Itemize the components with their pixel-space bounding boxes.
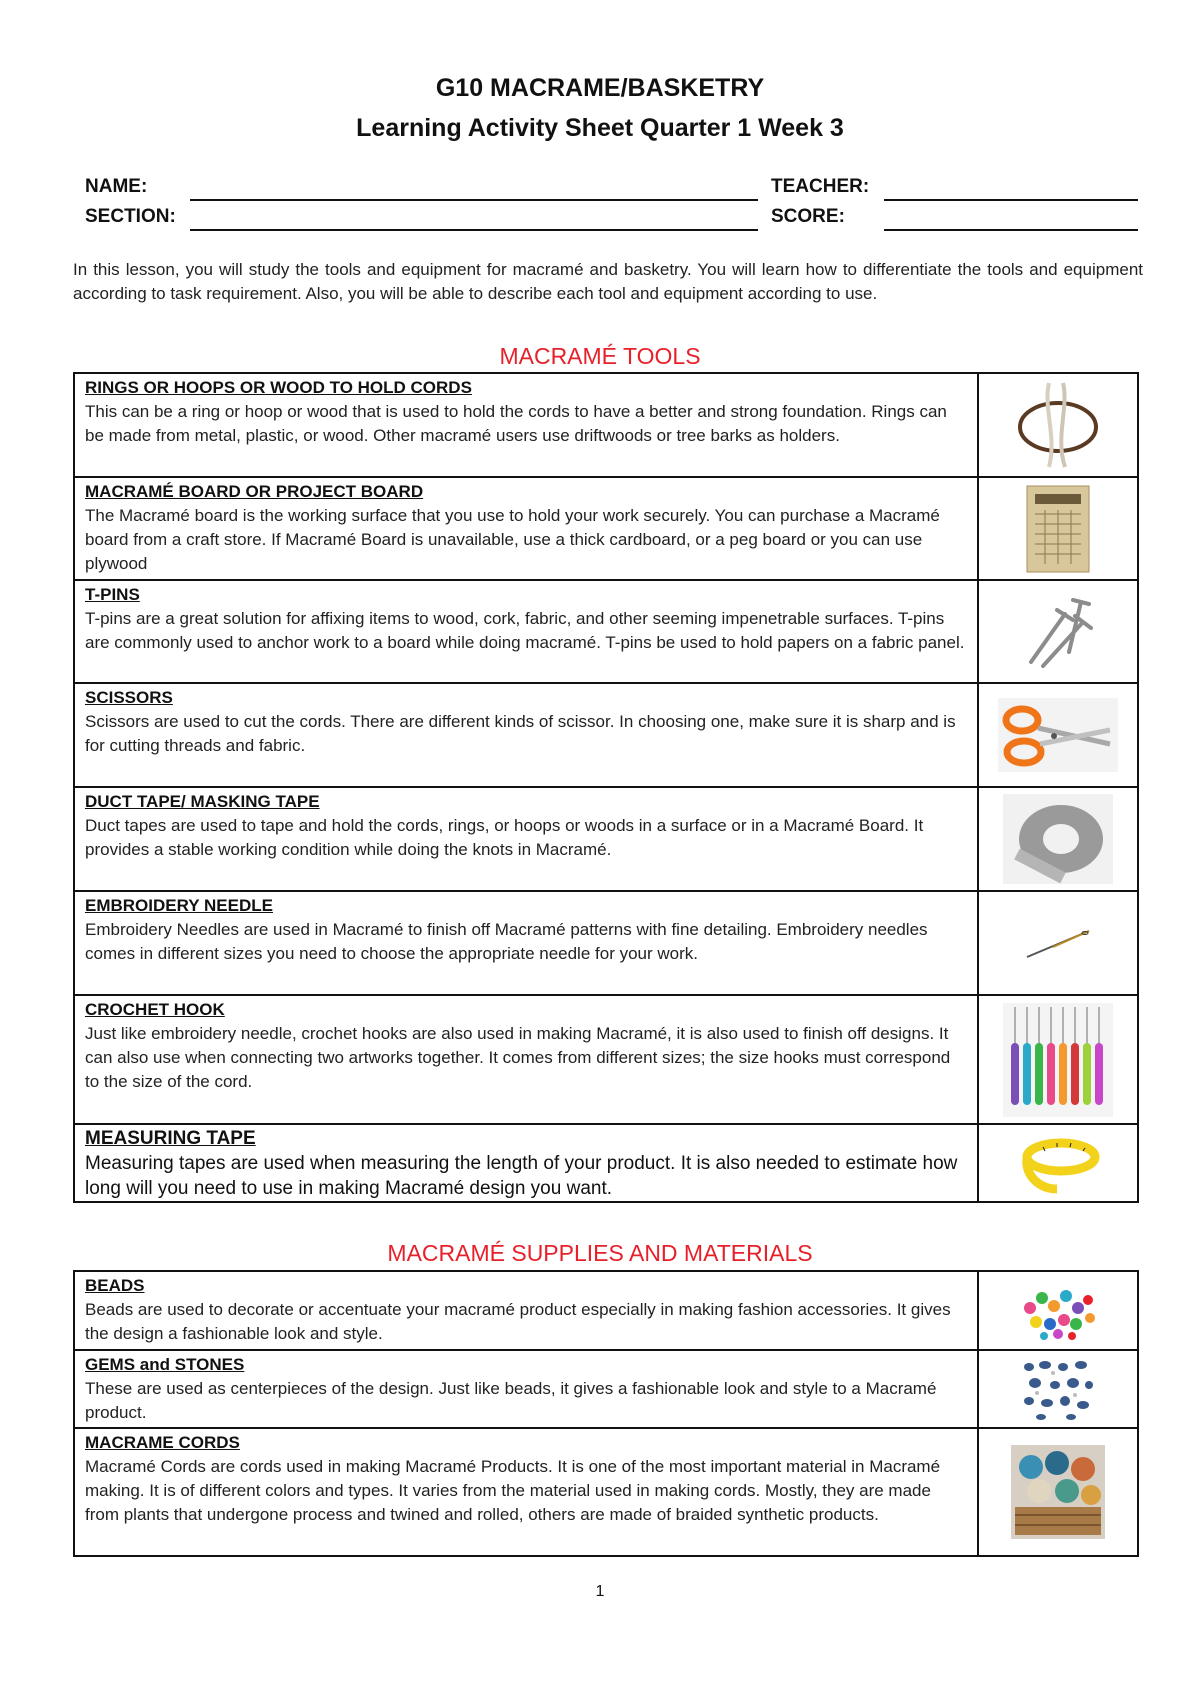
table-row [74, 373, 1138, 477]
table-row [74, 995, 1138, 1124]
supplies-table [73, 1270, 1139, 1557]
cord-basket-icon [1011, 1445, 1105, 1539]
tool-description: T-pins are a great solution for affixing items to wood, cork, fabric, and other seeming impenetrable surfaces. T-pins are commonly used to anchor work to a board while doing macramé. T-pins be used to hold papers on a fabric panel. [85, 609, 965, 652]
supply-heading: MACRAME CORDS [85, 1433, 240, 1452]
tool-heading: SCISSORS [85, 688, 173, 707]
tool-description: This can be a ring or hoop or wood that is used to hold the cords to have a better and strong foundation. Rings can be made from metal, plastic, or wood. Other macramé users use driftwoods or tree barks as holders. [85, 402, 947, 445]
tool-heading: CROCHET HOOK [85, 1000, 225, 1019]
teacher-label: TEACHER: [771, 176, 870, 197]
macrame-board-icon [1023, 484, 1093, 574]
tool-description: The Macramé board is the working surface that you use to hold your work securely. You can purchase a Macramé board from a craft store. If Macramé Board is unavailable, use a thick cardboard, or a peg board or you can use plywood [85, 506, 940, 573]
page-number: 1 [595, 1583, 605, 1600]
tool-heading: RINGS OR HOOPS OR WOOD TO HOLD CORDS [85, 378, 472, 397]
table-row [74, 891, 1138, 995]
supply-heading: BEADS [85, 1276, 145, 1295]
tools-section-title: MACRAMÉ TOOLS [499, 343, 701, 369]
table-row [74, 1350, 1138, 1428]
page-subtitle: Learning Activity Sheet Quarter 1 Week 3 [356, 114, 844, 142]
table-row [74, 787, 1138, 891]
supply-description: These are used as centerpieces of the design. Just like beads, it gives a fashionable look and style to a Macramé product. [85, 1379, 937, 1422]
table-row [74, 477, 1138, 580]
supplies-section-title: MACRAMÉ SUPPLIES AND MATERIALS [387, 1240, 813, 1266]
score-label: SCORE: [771, 206, 845, 227]
scissors-icon [998, 698, 1118, 772]
tool-description: Duct tapes are used to tape and hold the cords, rings, or hoops or woods in a surface or in a Macramé Board. It provides a stable working condition while doing the knots in Macramé. [85, 816, 924, 859]
tool-description: Embroidery Needles are used in Macramé to finish off Macramé patterns with fine detailing. Embroidery needles comes in different sizes you need to choose the appropriate needle for your work. [85, 920, 928, 963]
table-row [74, 1428, 1138, 1556]
name-label: NAME: [85, 176, 148, 197]
tool-description: Measuring tapes are used when measuring the length of your product. It is also needed to estimate how long will you need to use in making Macramé design you want. [85, 1153, 958, 1199]
tools-table [73, 372, 1139, 1203]
supply-heading: GEMS and STONES [85, 1355, 245, 1374]
table-row [74, 580, 1138, 683]
tool-description: Just like embroidery needle, crochet hooks are also used in making Macramé, it is also used to finish off designs. It can also use when connecting two artworks together. It comes from different sizes; the size hooks must correspond to the size of the cord. [85, 1024, 951, 1091]
tool-heading: DUCT TAPE/ MASKING TAPE [85, 792, 320, 811]
page-title: G10 MACRAME/BASKETRY [435, 74, 765, 102]
measuring-tape-icon [1013, 1131, 1103, 1195]
section-field[interactable] [190, 229, 758, 231]
t-pins-icon [1013, 592, 1103, 672]
duct-tape-icon [1003, 794, 1113, 884]
tool-heading: MACRAMÉ BOARD OR PROJECT BOARD [85, 482, 424, 501]
beads-icon [1010, 1278, 1106, 1344]
supply-description: Beads are used to decorate or accentuate your macramé product especially in making fashion accessories. It gives the design a fashionable look and style. [85, 1300, 951, 1343]
tool-heading: EMBROIDERY NEEDLE [85, 896, 273, 915]
name-field[interactable] [190, 199, 758, 201]
tool-heading: MEASURING TAPE [85, 1128, 256, 1149]
score-field[interactable] [884, 229, 1138, 231]
tool-description: Scissors are used to cut the cords. There are different kinds of scissor. In choosing one, make sure it is sharp and is for cutting threads and fabric. [85, 712, 956, 755]
tool-heading: T-PINS [85, 585, 140, 604]
table-row [74, 1124, 1138, 1202]
teacher-field[interactable] [884, 199, 1138, 201]
ring-hoop-icon [1013, 377, 1103, 473]
intro-paragraph: In this lesson, you will study the tools and equipment for macramé and basketry. You will learn how to differentiate the tools and equipment according to task requirement. Also, you will be able to describe each tool and equipment according to use. [73, 260, 1143, 303]
section-label: SECTION: [85, 206, 176, 227]
needle-icon [1013, 923, 1103, 963]
crochet-hooks-icon [1003, 1003, 1113, 1117]
gems-stones-icon [1015, 1355, 1101, 1423]
table-row [74, 1271, 1138, 1350]
supply-description: Macramé Cords are cords used in making Macramé Products. It is one of the most important material in Macramé making. It is of different colors and types. It varies from the material used in making cords. Mostly, they are made from plants that undergone process and twined and rolled, others are made of braided synthetic products. [85, 1457, 941, 1524]
table-row [74, 683, 1138, 787]
